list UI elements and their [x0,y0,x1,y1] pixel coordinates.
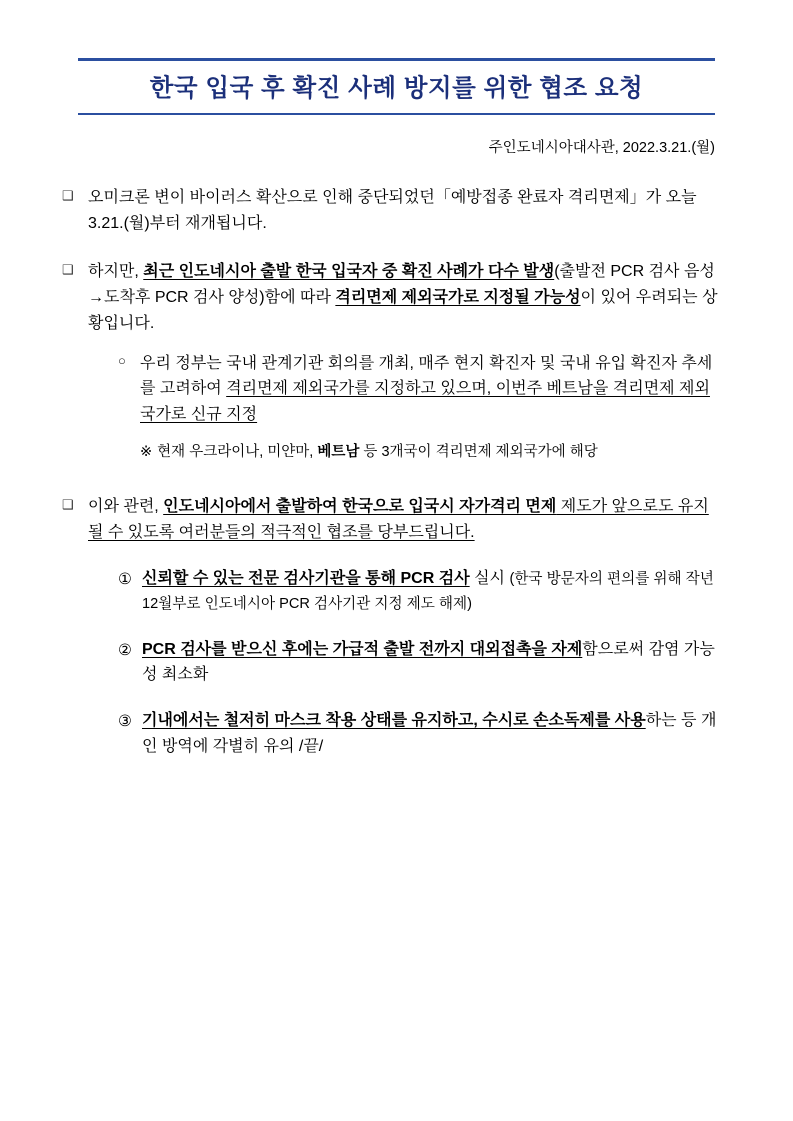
paragraph-2-sub-text [140,351,721,429]
paragraph-1-text [88,185,721,237]
list-item-2-text [142,637,721,688]
paragraph-1 [62,185,721,237]
list-item-3-text [142,708,721,759]
item3-boldu: 기내에서는 철저히 마스크 착용 상태를 유지하고, 수시로 손소독제를 사용 [142,711,646,729]
item1-boldu: 신뢰할 수 있는 전문 검사기관을 통해 PCR 검사 [142,569,470,587]
p3-seg2: 제도가 앞으로도 유지될 수 있도록 여러분들의 적극적인 협조를 당부드립니다. [88,497,709,541]
paragraph-2-text [88,259,721,464]
p1-quote-close: 」 [629,189,646,206]
p2-note-seg1: 현재 우크라이나, 미얀마, [157,444,318,461]
item1-small: (한국 방문자의 편의를 위해 작년 12월부로 인도네시아 PCR 검사기관 지정 제도 해제) [142,570,714,613]
list-item [118,566,721,617]
p2-note-bold1: 베트남 [317,444,360,461]
title-rule-bottom [78,113,715,115]
issuer-line: 주인도네시아대사관, 2022.3.21.(월) [488,140,715,156]
p2-seg3: 이 있어 우려되는 상황입니다. [88,288,718,332]
paragraph-2 [62,259,721,464]
paragraph-2-sub [118,351,721,429]
list-marker-2: ② [118,641,132,659]
p2-main [88,259,721,337]
p3-seg1: 이와 관련, [88,497,164,515]
p1-quoted: 예방접종 완료자 격리면제 [450,189,630,206]
p2-seg2: (출발전 PCR 검사 음성→도착후 PCR 검사 양성)함에 따라 [88,262,715,306]
item2-boldu: PCR 검사를 받으신 후에는 가급적 출발 전까지 대외접촉을 자제 [142,640,583,658]
list-item [118,708,721,759]
square-bullet-icon: ❑ [62,188,74,203]
p1-seg1: 오미크론 변이 바이러스 확산으로 인해 중단되었던 [88,189,435,206]
paragraph-3 [62,494,721,759]
p1-seg2: 가 오늘 3.21.(월)부터 재개됩니다. [88,189,697,232]
square-bullet-icon: ❑ [62,261,74,277]
item1-rest: 실시 [469,569,510,587]
page-title: 한국 입국 후 확진 사례 방지를 위한 협조 요청 [149,75,644,102]
list-item-1-text [142,566,721,617]
p2-note-seg2: 등 3개국이 격리면제 제외국가에 해당 [359,444,598,461]
square-bullet-icon: ❑ [62,496,74,512]
list-marker-3: ③ [118,712,132,730]
circle-bullet-icon: ○ [118,352,126,368]
note-mark-icon: ※ [140,444,153,461]
p3-main [88,494,721,546]
item2-rest: 함으로써 감염 가능성 최소화 [142,640,715,684]
title-block [78,58,715,115]
document-body [62,185,721,759]
paragraph-2-note [140,441,721,463]
p2-sub-underline1: 격리면제 제외국가를 지정하고 있으며, 이번주 베트남을 격리면제 제외국가로 신규 지정 [140,380,710,424]
p2-bold1: 최근 인도네시아 출발 한국 입국자 중 확진 사례가 다수 발생 [143,262,555,280]
p2-sub-seg1: 우리 정부는 국내 관계기관 회의를 개최, 매주 현지 확진자 및 국내 유입 확진자 추세를 고려하여 [140,354,713,398]
p1-quote-open: 「 [434,189,451,206]
p3-boldu1: 인도네시아에서 출발하여 한국으로 입국시 자가격리 면제 [163,497,557,515]
paragraph-3-text [88,494,721,759]
item3-rest: 하는 등 개인 방역에 각별히 유의 /끝/ [142,711,717,755]
list-marker-1: ① [118,570,132,588]
list-item [118,637,721,688]
p2-bold2: 격리면제 제외국가로 지정될 가능성 [335,288,581,306]
p2-seg1: 하지만, [88,262,144,280]
